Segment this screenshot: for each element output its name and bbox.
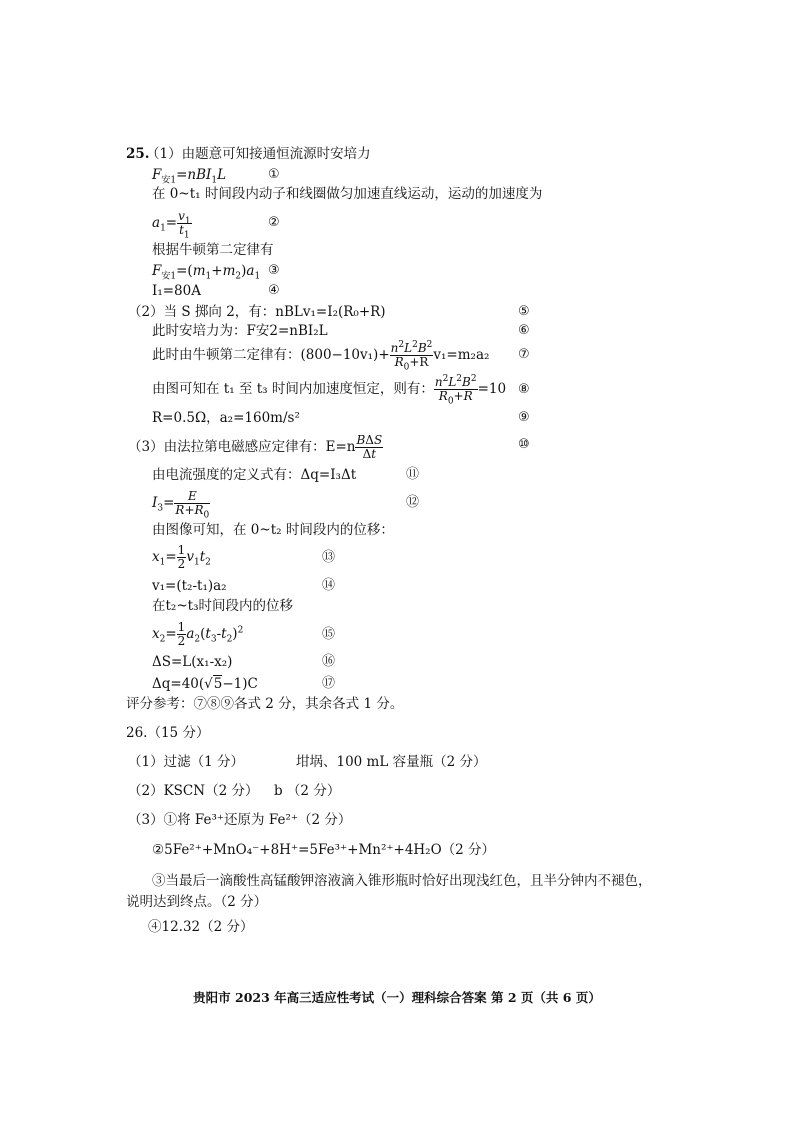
q26-line7: ④12.32（2 分） bbox=[148, 919, 254, 935]
q25-part1-intro: （1）由题意可知接通恒流源时安培力 bbox=[146, 146, 371, 162]
q25-label: 25. bbox=[126, 146, 150, 162]
newton2-suffix: v₁=m₂a₂ bbox=[433, 347, 490, 363]
eq-current3: $I_3=$ $\frac{E}{R+R_0}$ bbox=[152, 489, 210, 521]
eq-number: ⑩ bbox=[518, 437, 530, 452]
q26-line2b: b （2 分） bbox=[274, 783, 341, 799]
const-accel-text: 由图可知在 t₁ 至 t₃ 时间内加速度恒定，则有： bbox=[152, 381, 434, 397]
eq-number: ① bbox=[268, 167, 280, 182]
eq-newton1: $F_{安1}=(m_1+m_2)a_1$ bbox=[152, 263, 261, 282]
disp-text: 由图像可知，在 0~t₂ 时间段内的位移： bbox=[152, 522, 394, 538]
q26-line1b: 坩埚、100 mL 容量瓶（2 分） bbox=[296, 754, 487, 770]
eq-number: ② bbox=[268, 215, 280, 230]
eq-const-accel: 由图可知在 t₁ 至 t₃ 时间内加速度恒定，则有： $\frac{n^2L^2B^2}{R_0+R}$ =10 bbox=[152, 374, 507, 407]
eq-force1: $F_{安1}=nBI_1L$ bbox=[152, 167, 227, 186]
eq-number: ⑦ bbox=[518, 347, 530, 362]
part3-intro: （3）由法拉第电磁感应定律有：E=n $\frac{\text{BΔS}}{\Delta t}$ bbox=[128, 433, 383, 461]
r-result: R=0.5Ω，a₂=160m/s² bbox=[152, 410, 300, 426]
dq-eq: Δq=40(√5−1)C bbox=[152, 676, 258, 692]
q26-line4: ②5Fe²⁺+MnO₄⁻+8H⁺=5Fe³⁺+Mn²⁺+4H₂O（2 分） bbox=[152, 842, 496, 858]
eq-current1: I₁=80A bbox=[152, 283, 201, 299]
eq-number: ⑬ bbox=[322, 550, 336, 565]
grading-note: 评分参考：⑦⑧⑨各式 2 分，其余各式 1 分。 bbox=[126, 696, 404, 712]
const-accel-suffix: =10 bbox=[477, 381, 507, 397]
eq-number: ⑥ bbox=[518, 323, 530, 338]
accel-text: 在 0~t₁ 时间段内动子和线圈做匀加速直线运动，运动的加速度为 bbox=[152, 186, 543, 202]
eq-number: ⑪ bbox=[406, 467, 420, 482]
eq-number: ⑯ bbox=[322, 654, 336, 669]
eq-number: ⑤ bbox=[518, 304, 530, 319]
page-footer: 贵阳市 2023 年高三适应性考试（一）理科综合答案 第 2 页（共 6 页） bbox=[193, 990, 601, 1005]
q26-line6: 说明达到终点。（2 分） bbox=[126, 894, 268, 910]
eq-number: ⑧ bbox=[518, 382, 530, 397]
q26-title: 26.（15 分） bbox=[126, 725, 210, 741]
q26-line2a: （2）KSCN（2 分） bbox=[128, 783, 259, 799]
eq-disp2: $x_2=$ $\frac{1}{2}$ $a_2(t_3-t_2)^2$ bbox=[152, 620, 244, 648]
newton2-prefix: 此时由牛顿第二定律有：(800−10v₁)+ bbox=[152, 347, 390, 363]
eq-disp1: $x_1=$ $\frac{1}{2}$ $v_1t_2$ bbox=[152, 543, 211, 571]
part2-intro: （2）当 S 掷向 2，有：nBLv₁=I₂(R₀+R) bbox=[128, 304, 386, 320]
eq-number: ④ bbox=[268, 283, 280, 298]
current-def: 由电流强度的定义式有：Δq=I₃Δt bbox=[152, 467, 357, 483]
eq-accel1: $a_1=$ $\frac{v_1}{t_1}$ bbox=[152, 209, 191, 241]
q26-line5: ③当最后一滴酸性高锰酸钾溶液滴入锥形瓶时恰好出现浅红色，且半分钟内不褪色， bbox=[152, 873, 652, 889]
force2-text: 此时安培力为：F安2=nBI₂L bbox=[152, 323, 328, 339]
eq-number: ⑫ bbox=[406, 495, 420, 510]
eq-number: ③ bbox=[268, 263, 280, 278]
disp2-text: 在t₂~t₃时间段内的位移 bbox=[152, 598, 293, 614]
eq-number: ⑰ bbox=[322, 676, 336, 691]
newton-text: 根据牛顿第二定律有 bbox=[152, 242, 274, 258]
eq-number: ⑮ bbox=[322, 627, 336, 642]
eq-number: ⑨ bbox=[518, 410, 530, 425]
eq-newton2: 此时由牛顿第二定律有：(800−10v₁)+ $\frac{n^2L^2B^2}{R_0+R}$ v₁=m₂a₂ bbox=[152, 340, 490, 373]
q26-line3: （3）①将 Fe³⁺还原为 Fe²⁺（2 分） bbox=[128, 812, 352, 828]
ds-eq: ΔS=L(x₁-x₂) bbox=[152, 654, 233, 670]
v1-eq: v₁=(t₂-t₁)a₂ bbox=[152, 578, 227, 594]
q26-line1a: （1）过滤（1 分） bbox=[128, 754, 244, 770]
eq-number: ⑭ bbox=[322, 578, 336, 593]
